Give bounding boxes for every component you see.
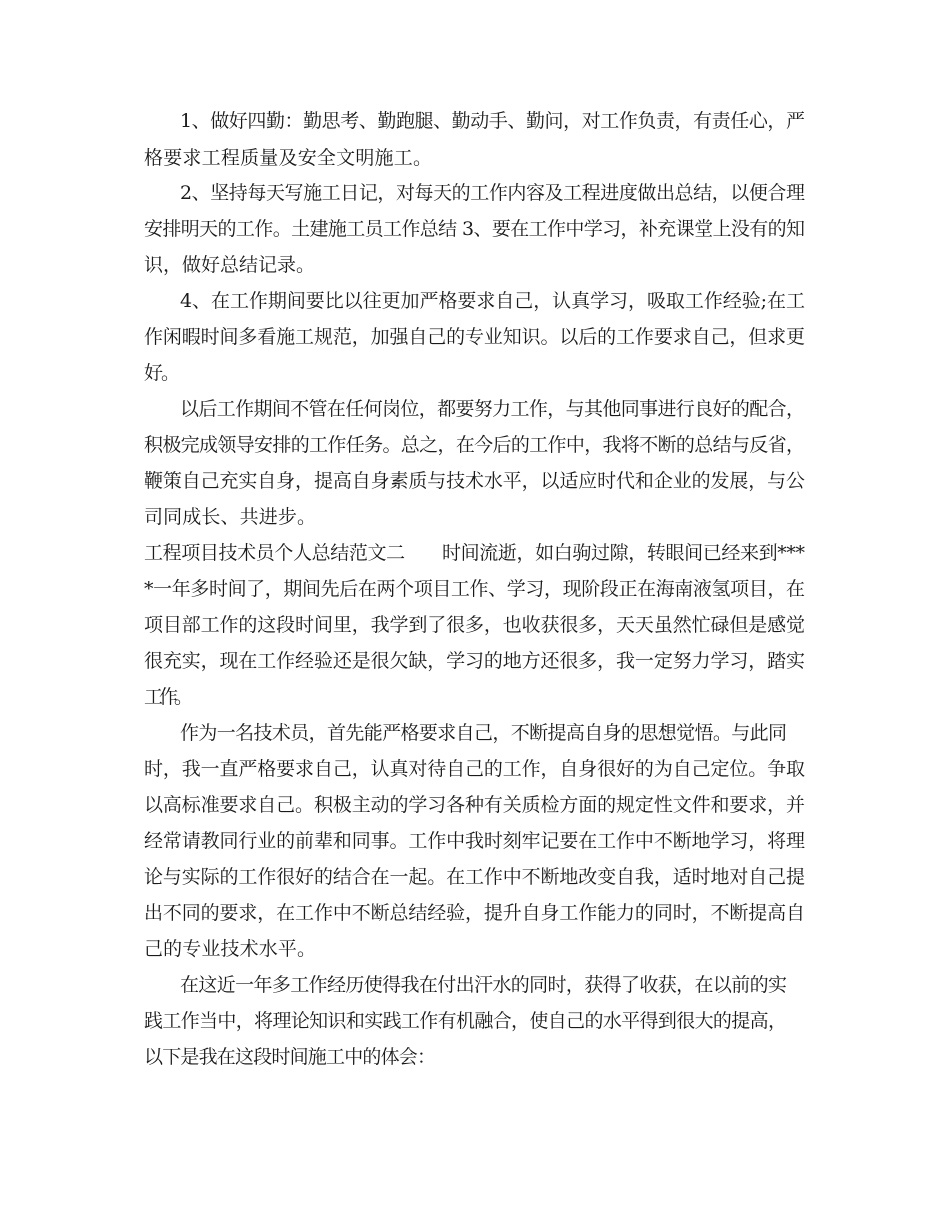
- paragraph-4-line-1: 以后工作期间不管在任何岗位，都要努力工作，与其他同事进行良好的配合，: [180, 398, 805, 420]
- paragraph-5-line-2: *一年多时间了，期间先后在两个项目工作、学习，现阶段正在海南液氢项目，在: [144, 578, 805, 600]
- paragraph-6-line-4: 经常请教同行业的前辈和同事。工作中我时刻牢记要在工作中不断地学习，将理: [144, 830, 805, 852]
- paragraph-6-line-3: 以高标准要求自己。积极主动的学习各种有关质检方面的规定性文件和要求，并: [144, 794, 805, 816]
- paragraph-5-line-4: 很充实，现在工作经验还是很欠缺，学习的地方还很多，我一定努力学习，踏实: [144, 650, 805, 672]
- paragraph-4-line-2: 积极完成领导安排的工作任务。总之，在今后的工作中，我将不断的总结与反省，: [144, 434, 805, 456]
- paragraph-1-line-1: 1、做好四勤：勤思考、勤跑腿、勤动手、勤问，对工作负责，有责任心，严: [180, 110, 805, 132]
- paragraph-4-line-3: 鞭策自己充实自身，提高自身素质与技术水平，以适应时代和企业的发展，与公: [144, 470, 805, 492]
- paragraph-7-line-3: 以下是我在这段时间施工中的体会：: [144, 1046, 436, 1068]
- paragraph-6-line-7: 己的专业技术水平。: [144, 938, 317, 960]
- paragraph-3-line-2: 作闲暇时间多看施工规范，加强自己的专业知识。以后的工作要求自己，但求更: [144, 326, 805, 348]
- paragraph-7-line-1: 在这近一年多工作经历使得我在付出汗水的同时，获得了收获，在以前的实: [180, 974, 787, 996]
- paragraph-5-line-3: 项目部工作的这段时间里，我学到了很多，也收获很多，天天虽然忙碌但是感觉: [144, 614, 805, 636]
- paragraph-1-line-2: 格要求工程质量及安全文明施工。: [144, 147, 433, 169]
- paragraph-5-line-1: 工程项目技术员个人总结范文二 时间流逝，如白驹过隙，转眼间已经来到***: [144, 542, 805, 564]
- paragraph-3-line-1: 4、在工作期间要比以往更加严格要求自己，认真学习，吸取工作经验;在工: [180, 290, 805, 312]
- paragraph-2-line-2: 安排明天的工作。土建施工员工作总结 3、要在工作中学习，补充课堂上没有的知: [144, 218, 805, 240]
- paragraph-6-line-2: 时，我一直严格要求自己，认真对待自己的工作，自身很好的为自己定位。争取: [144, 758, 805, 780]
- paragraph-3-line-3: 好。: [144, 362, 178, 384]
- paragraph-2-line-3: 识，做好总结记录。: [144, 254, 315, 276]
- paragraph-6-line-6: 出不同的要求，在工作中不断总结经验，提升自身工作能力的同时，不断提高自: [144, 902, 805, 924]
- paragraph-6-line-1: 作为一名技术员，首先能严格要求自己，不断提高自身的思想觉悟。与此同: [180, 722, 787, 744]
- paragraph-4-line-4: 司同成长、共进步。: [144, 506, 317, 528]
- paragraph-2-line-1: 2、坚持每天写施工日记，对每天的工作内容及工程进度做出总结，以便合理: [180, 182, 805, 204]
- paragraph-6-line-5: 论与实际的工作很好的结合在一起。在工作中不断地改变自我，适时地对自己提: [144, 866, 805, 888]
- paragraph-7-line-2: 践工作当中，将理论知识和实践工作有机融合，使自己的水平得到很大的提高，: [144, 1010, 787, 1032]
- paragraph-5-line-5: 工作。: [144, 686, 190, 708]
